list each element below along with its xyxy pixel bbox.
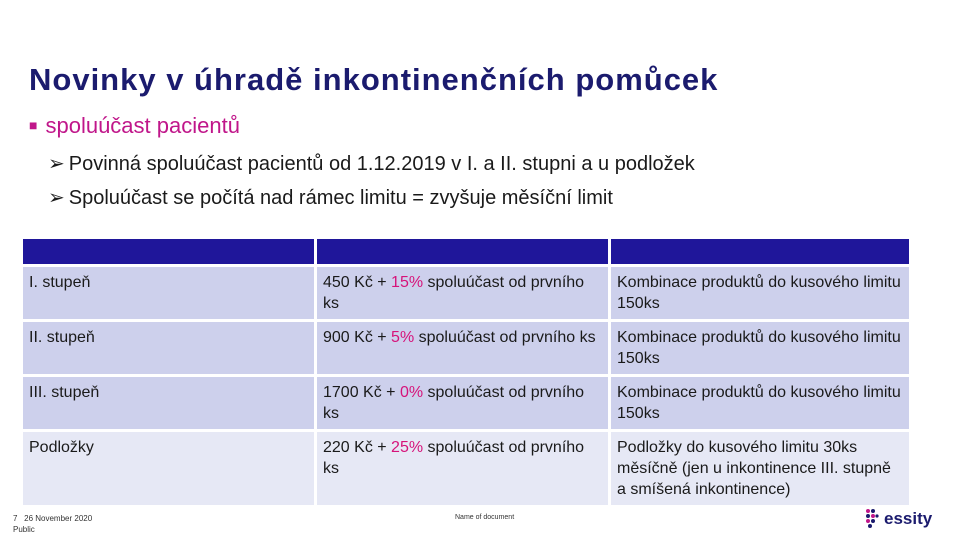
square-bullet-icon: ■ bbox=[29, 117, 38, 133]
price-cell bbox=[317, 267, 608, 319]
copay-percent: 25% bbox=[391, 439, 424, 456]
table-row bbox=[23, 322, 909, 374]
arrow-bullet-icon: ➢ bbox=[48, 187, 65, 209]
stage-cell: I. stupeň bbox=[23, 267, 314, 319]
copay-percent: 0% bbox=[399, 384, 424, 401]
sub-bullet bbox=[48, 151, 695, 176]
table-row bbox=[23, 267, 909, 319]
price-note: spoluúčast od prvního ks bbox=[323, 274, 585, 312]
price-note: spoluúčast od prvního ks bbox=[323, 384, 585, 422]
price-base: 900 Kč + bbox=[323, 329, 392, 346]
main-bullet-text: spoluúčast pacientů bbox=[45, 113, 240, 138]
arrow-bullet-icon: ➢ bbox=[48, 153, 65, 175]
price-note: spoluúčast od prvního ks bbox=[323, 439, 585, 477]
copay-percent: 5% bbox=[391, 329, 415, 346]
table-header-cell bbox=[317, 239, 608, 264]
sub-bullet-text: Spoluúčast se počítá nad rámec limitu = zvyšuje měsíční limit bbox=[68, 187, 613, 209]
classification-label: Public bbox=[13, 525, 35, 534]
footer-date: 26 November 2020 bbox=[24, 514, 93, 523]
sub-bullet-text: Povinná spoluúčast pacientů od 1.12.2019 v I. a II. stupni a u podložek bbox=[68, 153, 695, 175]
price-base: 450 Kč + bbox=[323, 274, 392, 291]
limit-cell: Podložky do kusového limitu 30ks měsíčně (jen u inkontinence III. stupně a smíšená inkontinence) bbox=[611, 432, 909, 505]
brand-name: essity bbox=[884, 509, 933, 528]
table-row bbox=[23, 432, 909, 505]
price-base: 220 Kč + bbox=[323, 439, 392, 456]
price-cell bbox=[317, 322, 608, 374]
table-header-row bbox=[23, 239, 909, 264]
price-cell bbox=[317, 432, 608, 505]
footer-info bbox=[13, 513, 92, 535]
price-cell bbox=[317, 377, 608, 429]
reimbursement-table bbox=[20, 236, 912, 508]
slide-title: Novinky v úhradě inkontinenčních pomůcek bbox=[29, 62, 719, 97]
table-row bbox=[23, 377, 909, 429]
sub-bullet bbox=[48, 185, 613, 210]
price-base: 1700 Kč + bbox=[323, 384, 400, 401]
limit-cell: Kombinace produktů do kusového limitu 150ks bbox=[611, 267, 909, 319]
document-name: Name of document bbox=[455, 514, 515, 521]
stage-cell: Podložky bbox=[23, 432, 314, 505]
copay-percent: 15% bbox=[391, 274, 424, 291]
limit-cell: Kombinace produktů do kusového limitu 150ks bbox=[611, 322, 909, 374]
stage-cell: III. stupeň bbox=[23, 377, 314, 429]
essity-logo bbox=[864, 507, 932, 531]
stage-cell: II. stupeň bbox=[23, 322, 314, 374]
limit-cell: Kombinace produktů do kusového limitu 150ks bbox=[611, 377, 909, 429]
table-header-cell bbox=[23, 239, 314, 264]
price-note: spoluúčast od prvního ks bbox=[414, 329, 596, 346]
essity-logo-icon bbox=[864, 508, 880, 530]
page-number: 7 bbox=[13, 514, 18, 523]
table-header-cell bbox=[611, 239, 909, 264]
main-bullet bbox=[29, 113, 240, 139]
